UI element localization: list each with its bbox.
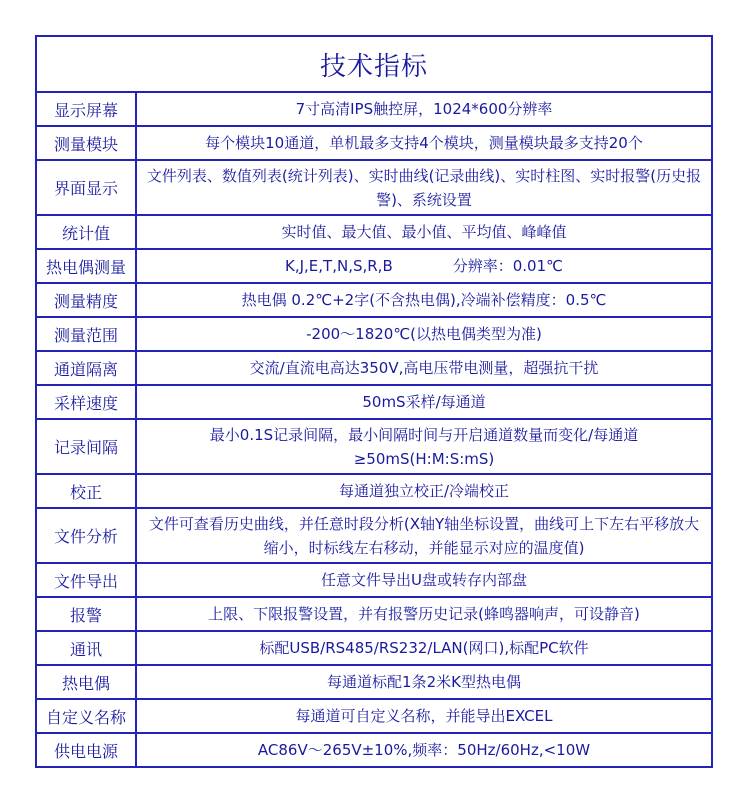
table-row xyxy=(36,508,712,563)
row-value: 上限、下限报警设置，并有报警历史记录(蜂鸣器响声，可设静音) xyxy=(136,597,712,631)
row-value: 50mS采样/每通道 xyxy=(136,385,712,419)
row-label: 显示屏幕 xyxy=(36,92,136,126)
row-label: 记录间隔 xyxy=(36,419,136,474)
table-row xyxy=(36,733,712,767)
row-value: 热电偶 0.2℃+2字(不含热电偶),冷端补偿精度：0.5℃ xyxy=(136,283,712,317)
row-value: 标配USB/RS485/RS232/LAN(网口),标配PC软件 xyxy=(136,631,712,665)
row-value: 每通道独立校正/冷端校正 xyxy=(136,474,712,508)
row-label: 测量精度 xyxy=(36,283,136,317)
table-row xyxy=(36,92,712,126)
row-label: 文件导出 xyxy=(36,563,136,597)
row-value: K,J,E,T,N,S,R,B 分辨率：0.01℃ xyxy=(136,249,712,283)
row-value: 最小0.1S记录间隔，最小间隔时间与开启通道数量而变化/每通道≥50mS(H:M:S:mS) xyxy=(136,419,712,474)
row-label: 界面显示 xyxy=(36,160,136,215)
row-label: 统计值 xyxy=(36,215,136,249)
table-row xyxy=(36,631,712,665)
row-label: 测量模块 xyxy=(36,126,136,160)
row-value: 每通道标配1条2米K型热电偶 xyxy=(136,665,712,699)
row-value: 每个模块10通道，单机最多支持4个模块，测量模块最多支持20个 xyxy=(136,126,712,160)
table-row xyxy=(36,249,712,283)
table-row xyxy=(36,385,712,419)
row-label: 文件分析 xyxy=(36,508,136,563)
table-row xyxy=(36,283,712,317)
row-value: -200～1820℃(以热电偶类型为准) xyxy=(136,317,712,351)
table-row xyxy=(36,665,712,699)
row-value: 文件可查看历史曲线，并任意时段分析(X轴Y轴坐标设置，曲线可上下左右平移放大缩小，时标线左右移动，并能显示对应的温度值) xyxy=(136,508,712,563)
row-label: 测量范围 xyxy=(36,317,136,351)
table-row xyxy=(36,351,712,385)
title-row xyxy=(36,36,712,92)
spec-table xyxy=(35,35,713,768)
row-value: 7寸高清IPS触控屏，1024*600分辨率 xyxy=(136,92,712,126)
table-row xyxy=(36,474,712,508)
row-value: AC86V～265V±10%,频率：50Hz/60Hz,<10W xyxy=(136,733,712,767)
table-row xyxy=(36,126,712,160)
row-label: 热电偶测量 xyxy=(36,249,136,283)
table-row xyxy=(36,160,712,215)
table-row xyxy=(36,419,712,474)
row-value: 文件列表、数值列表(统计列表)、实时曲线(记录曲线)、实时柱图、实时报警(历史报警)、系统设置 xyxy=(136,160,712,215)
row-value: 交流/直流电高达350V,高电压带电测量，超强抗干扰 xyxy=(136,351,712,385)
row-label: 报警 xyxy=(36,597,136,631)
row-label: 通讯 xyxy=(36,631,136,665)
row-label: 自定义名称 xyxy=(36,699,136,733)
table-title: 技术指标 xyxy=(36,36,712,92)
row-label: 通道隔离 xyxy=(36,351,136,385)
table-row xyxy=(36,317,712,351)
table-row xyxy=(36,597,712,631)
table-row xyxy=(36,215,712,249)
table-row xyxy=(36,699,712,733)
row-label: 供电电源 xyxy=(36,733,136,767)
table-row xyxy=(36,563,712,597)
row-label: 校正 xyxy=(36,474,136,508)
row-label: 热电偶 xyxy=(36,665,136,699)
row-label: 采样速度 xyxy=(36,385,136,419)
row-value: 任意文件导出U盘或转存内部盘 xyxy=(136,563,712,597)
row-value: 实时值、最大值、最小值、平均值、峰峰值 xyxy=(136,215,712,249)
row-value: 每通道可自定义名称，并能导出EXCEL xyxy=(136,699,712,733)
